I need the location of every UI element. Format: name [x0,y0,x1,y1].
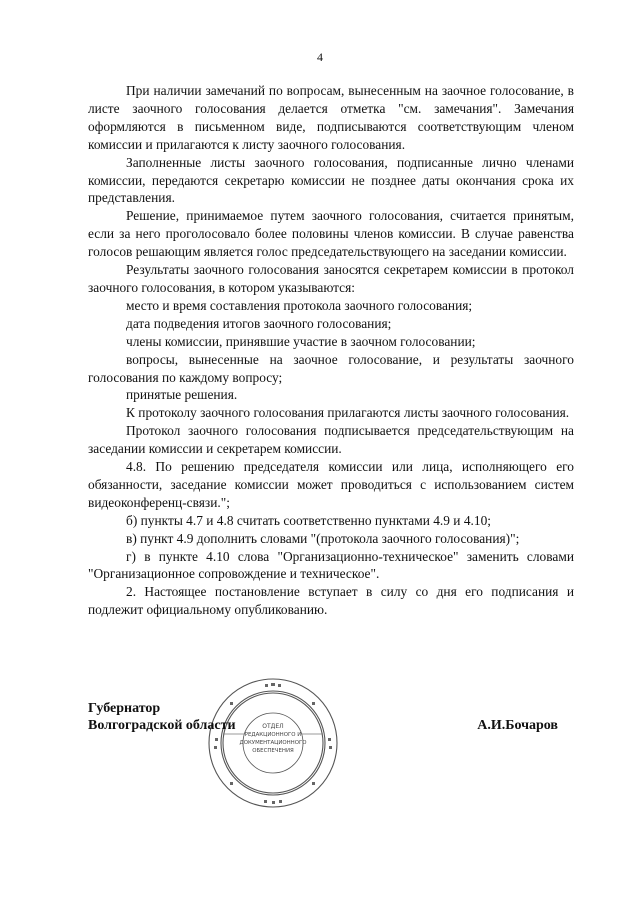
stamp-text: ДОКУМЕНТАЦИОННОГО [239,740,307,746]
stamp-text: ОБЕСПЕЧЕНИЯ [252,748,294,754]
paragraph: Заполненные листы заочного голосования, подписанные лично членами комиссии, передаются секретарю комиссии не позднее даты окончания срока их представления. [88,154,574,206]
page-number: 4 [317,50,323,64]
signature-block [88,700,574,740]
list-item: место и время составления протокола заочного голосования; [126,297,473,313]
stamp-text: РЕДАКЦИОННОГО И [244,732,302,738]
list-item: члены комиссии, принявшие участие в заочном голосовании; [126,333,476,349]
signatory-name: А.И.Бочаров [477,718,558,733]
paragraph: 2. Настоящее постановление вступает в силу со дня его подписания и подлежит официальному опубликованию. [88,584,574,618]
paragraph: При наличии замечаний по вопросам, вынесенным на заочное голосование, в листе заочного голосования делается отметка "см. замечания". Замечания оформляются в письменном виде, подписываются соответствующим членом комиссии и прилагаются к листу заочного голосования. [88,83,574,152]
paragraph: в) пункт 4.9 дополнить словами "(протокола заочного голосования)"; [126,530,520,546]
paragraph: Результаты заочного голосования заносятся секретарем комиссии в протокол заочного голосования, в котором указываются: [88,262,574,295]
paragraph: б) пункты 4.7 и 4.8 считать соответственно пунктами 4.9 и 4.10; [126,512,491,528]
signatory-title: Губернатор [88,701,161,716]
paragraph: Протокол заочного голосования подписывается председательствующим на заседании комиссии и секретарем комиссии. [88,423,574,457]
official-stamp [206,676,340,810]
paragraph: Решение, принимаемое путем заочного голосования, считается принятым, если за него проголосовало более половины членов комиссии. В случае равенства голосов решающим является голос председательствующего на заседании комиссии. [88,208,574,260]
stamp-text: ОТДЕЛ [262,723,284,730]
list-item: принятые решения. [126,387,238,403]
list-item: дата подведения итогов заочного голосования; [126,315,392,331]
paragraph: К протоколу заочного голосования прилагаются листы заочного голосования. [126,405,570,421]
paragraph: 4.8. По решению председателя комиссии или лица, исполняющего его обязанности, заседание комиссии может проводиться с использованием систем видеоконференц-связи."; [88,459,574,510]
document-body [88,82,574,619]
paragraph: г) в пункте 4.10 слова "Организационно-техническое" заменить словами "Организационное сопровождение и техническое". [88,548,574,582]
list-item: вопросы, вынесенные на заочное голосование, и результаты заочного голосования по каждому вопросу; [88,351,574,385]
signatory-region: Волгоградской области [88,718,236,733]
